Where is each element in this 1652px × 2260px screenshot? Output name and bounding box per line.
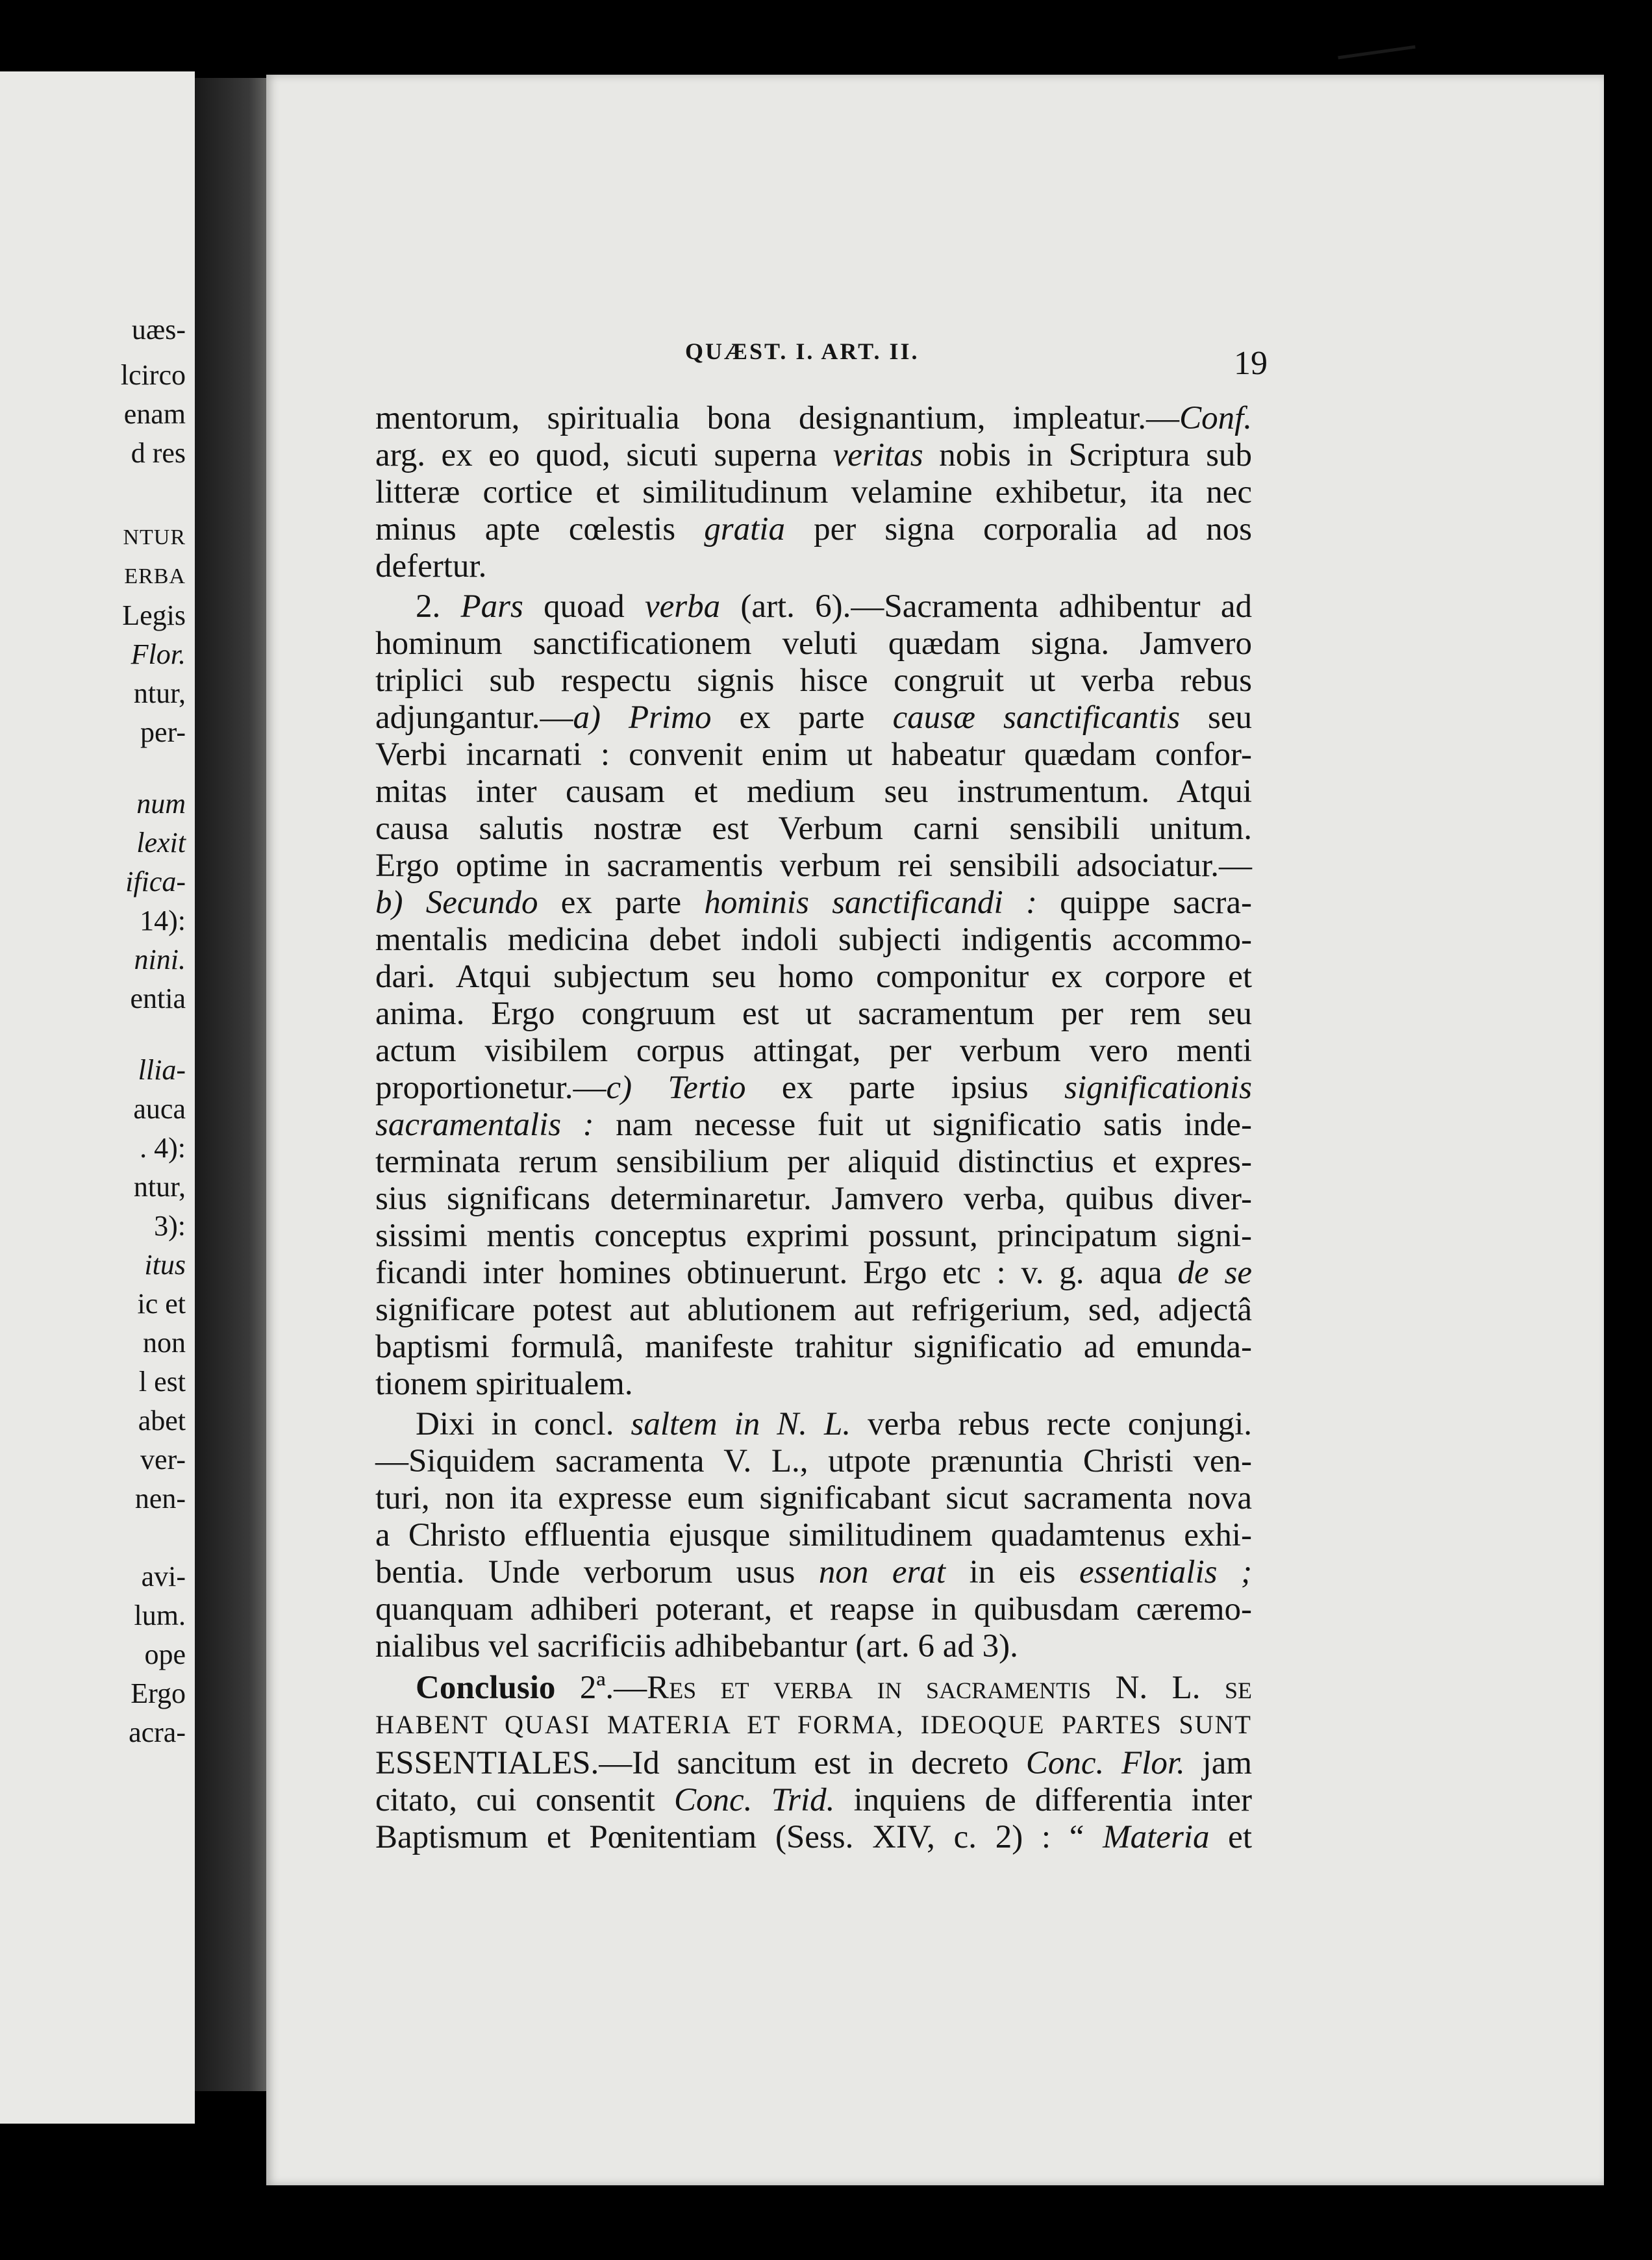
text-line: sacramentalis : nam necesse fuit ut significatio satis inde-	[375, 1107, 1252, 1143]
left-page-line: l est	[138, 1366, 186, 1398]
left-page-line: ntur,	[133, 677, 186, 709]
left-page-line: ver-	[140, 1444, 186, 1475]
left-page-line: . 4):	[140, 1132, 186, 1164]
left-page-line: lum.	[134, 1600, 186, 1631]
left-page-line: lcirco	[120, 359, 186, 391]
left-page-line: d res	[131, 437, 186, 469]
left-page-line: NTUR	[123, 525, 186, 549]
text-line: triplici sub respectu signis hisce congruit ut verba rebus	[375, 662, 1252, 699]
text-line: ficandi inter homines obtinuerunt. Ergo etc : v. g. aqua de se	[375, 1255, 1252, 1291]
left-page-line: enam	[123, 398, 186, 430]
left-page-line: avi-	[141, 1561, 186, 1592]
text-line: Baptismum et Pœnitentiam (Sess. XIV, c. 2) : “ Materia et	[375, 1819, 1252, 1855]
left-facing-page	[0, 71, 195, 2124]
text-line: anima. Ergo congruum est ut sacramentum per rem seu	[375, 996, 1252, 1032]
left-page-line: Ergo	[131, 1677, 186, 1709]
text-line: minus apte cœlestis gratia per signa corporalia ad nos	[375, 511, 1253, 547]
text-line: tionem spiritualem.	[375, 1366, 633, 1402]
text-line: Dixi in concl. saltem in N. L. verba rebus recte conjungi.	[416, 1406, 1253, 1442]
text-line: proportionetur.—c) Tertio ex parte ipsius significationis	[375, 1070, 1252, 1106]
text-line: hominum sanctificationem veluti quædam signa. Jamvero	[375, 625, 1252, 662]
text-line: actum visibilem corpus attingat, per verbum vero menti	[375, 1033, 1252, 1069]
text-line: 2. Pars quoad verba (art. 6).—Sacramenta adhibentur ad	[416, 588, 1253, 625]
left-page-line: ntur,	[133, 1171, 186, 1203]
left-page-line: entia	[130, 983, 186, 1014]
left-page-line: abet	[138, 1405, 186, 1437]
left-page-line: auca	[133, 1093, 186, 1125]
text-line: significare potest aut ablutionem aut refrigerium, sed, adjectâ	[375, 1292, 1252, 1328]
text-line: nialibus vel sacrificiis adhibebantur (art. 6 ad 3).	[375, 1628, 1018, 1664]
text-line: turi, non ita expresse eum significabant sicut sacramenta nova	[375, 1480, 1252, 1516]
text-line: ESSENTIALES.—Id sancitum est in decreto Conc. Flor. jam	[375, 1745, 1252, 1781]
left-page-line: Flor.	[131, 638, 186, 670]
text-line: baptismi formulâ, manifeste trahitur significatio ad emunda-	[375, 1329, 1252, 1365]
text-line: a Christo effluentia ejusque similitudinem quadamtenus exhi-	[375, 1517, 1252, 1553]
left-page-line: Legis	[122, 599, 186, 631]
left-page-line: ic et	[137, 1288, 186, 1320]
text-line: sius significans determinaretur. Jamvero verba, quibus diver-	[375, 1181, 1252, 1217]
text-line: mentorum, spiritualia bona designantium, impleatur.—Conf.	[375, 400, 1252, 436]
left-page-line: itus	[144, 1249, 186, 1281]
text-line: sissimi mentis conceptus exprimi possunt, principatum signi-	[375, 1218, 1252, 1254]
text-line: defertur.	[375, 548, 487, 584]
left-page-line: ifica-	[125, 866, 186, 898]
text-line: mitas inter causam et medium seu instrumentum. Atqui	[375, 773, 1252, 810]
left-page-line: uæs-	[131, 314, 186, 345]
page-number: 19	[1234, 345, 1268, 382]
left-page-line: ope	[144, 1638, 186, 1670]
text-line: b) Secundo ex parte hominis sanctificandi : quippe sacra-	[375, 885, 1253, 921]
text-line: terminata rerum sensibilium per aliquid distinctius et expres-	[375, 1144, 1252, 1180]
left-page-line: acra-	[129, 1716, 186, 1748]
text-line: quanquam adhiberi poterant, et reapse in quibusdam cæremo-	[375, 1591, 1252, 1627]
text-line: bentia. Unde verborum usus non erat in eis essentialis ;	[375, 1554, 1253, 1590]
left-page-line: nen-	[134, 1483, 186, 1514]
left-page-line: 3):	[154, 1210, 186, 1242]
scan-mark-top	[1338, 45, 1416, 60]
text-line: —Siquidem sacramenta V. L., utpote prænuntia Christi ven-	[375, 1443, 1252, 1479]
text-line: adjungantur.—a) Primo ex parte causæ sanctificantis seu	[375, 699, 1253, 736]
left-page-line: nini.	[134, 944, 186, 975]
text-line: litteræ cortice et similitudinum velamine exhibetur, ita nec	[375, 474, 1252, 510]
left-page-line: num	[136, 788, 186, 820]
text-line: dari. Atqui subjectum seu homo componitur ex corpore et	[375, 959, 1252, 995]
running-head: QUÆST. I. ART. II.	[685, 338, 920, 364]
text-line: arg. ex eo quod, sicuti superna veritas nobis in Scriptura sub	[375, 437, 1253, 473]
text-line: citato, cui consentit Conc. Trid. inquiens de differentia inter	[375, 1782, 1252, 1818]
left-page-line: non	[143, 1327, 186, 1359]
left-page-line: llia-	[138, 1054, 186, 1086]
text-line: Verbi incarnati : convenit enim ut habeatur quædam confor-	[375, 736, 1252, 773]
left-page-line: ERBA	[124, 564, 186, 588]
left-page-line: lexit	[136, 827, 186, 859]
text-line: HABENT QUASI MATERIA ET FORMA, IDEOQUE PARTES SUNT	[375, 1710, 1252, 1739]
text-line: Conclusio 2ª.—Res et verba in sacramentis N. L. se	[416, 1670, 1252, 1706]
binding-gutter	[195, 78, 273, 2091]
text-line: Ergo optime in sacramentis verbum rei sensibili adsociatur.—	[375, 848, 1252, 884]
left-page-line: per-	[140, 716, 186, 748]
text-line: causa salutis nostræ est Verbum carni sensibili unitum.	[375, 810, 1252, 847]
text-line: mentalis medicina debet indoli subjecti indigentis accommo-	[375, 922, 1252, 958]
left-page-line: 14):	[140, 905, 186, 936]
